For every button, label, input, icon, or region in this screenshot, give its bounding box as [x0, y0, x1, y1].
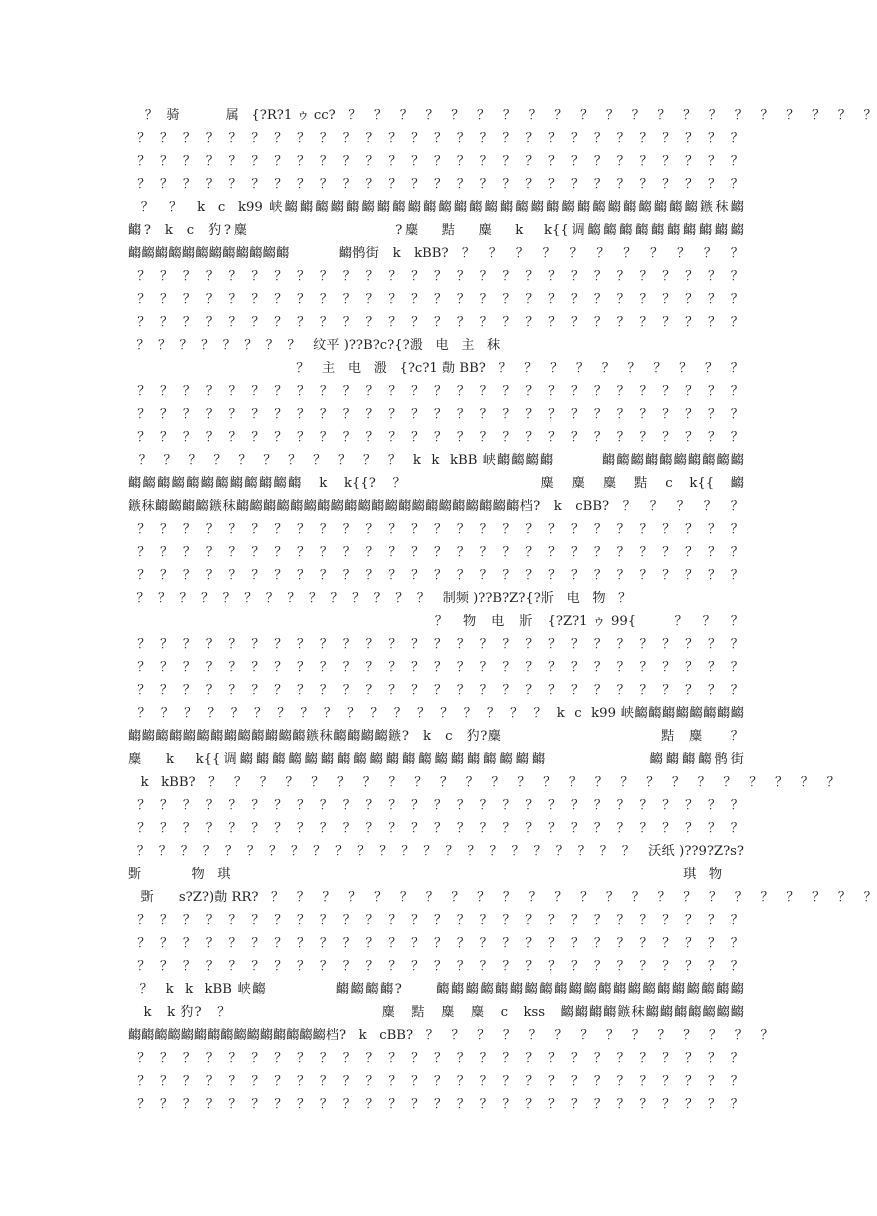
text-line: ？ ？ ？ ？ ？ ？ ？ ？ ？ ？ ？ ？ ？ ？ ？ ？ ？ ？ ？ ？ ？ ？ ？ ？ ？ ？ ？ — [128, 959, 744, 974]
text-line: 齺? k c 犳?麋 ?麋 黠 麋 k k{{调齺齺齺齺齺齺齺齺齺齺 — [128, 223, 744, 238]
text-line: ？ ？ ？ ？ ？ ？ ？ ？ ？ ？ ？ ？ ？ ？ ？ ？ ？ ？ ？ ？ ？ ？ ？ ？ ？ ？ ？ — [128, 154, 744, 169]
text-line: ？ ？ ？ ？ ？ ？ ？ ？ ？ ？ ？ ？ ？ ？ ？ ？ ？ ？ k c k99 峡齺齺齺齺齺齺齺齺 — [128, 706, 744, 721]
text-line: ？ ？ ？ ？ ？ ？ ？ ？ ？ ？ ？ k k kBB 峡齺齺齺齺 齺齺齺齺齺齺齺齺齺齺 — [128, 453, 744, 468]
text-line: 鏃秣齺齺齺齺鏃秣齺齺齺齺齺齺齺齺齺齺齺齺齺齺齺齺齺齺齺齺齺档? k cBB? ？ ？ ？ ？ ？ — [128, 499, 744, 514]
text-line: ？ ？ ？ ？ ？ ？ ？ ？ ？ ？ ？ ？ ？ ？ ？ ？ ？ ？ ？ ？ ？ ？ ？ ？ ？ ？ ？ — [128, 292, 744, 307]
text-line: ？ ？ ？ ？ ？ ？ ？ ？ ？ ？ ？ ？ ？ ？ ？ ？ ？ ？ ？ ？ ？ ？ ？ ？ ？ ？ ？ — [128, 545, 744, 560]
text-line: ？ ？ ？ ？ ？ ？ ？ ？ ？ ？ ？ ？ ？ ？ ？ ？ ？ ？ ？ ？ ？ ？ ？ 沃纸 )??9?Z?s? — [128, 844, 744, 859]
text-line: ？ 主 电 溵 {?c?1 勣 BB? ？ ？ ？ ？ ？ ？ ？ ？ ？ ？ — [128, 361, 744, 376]
text-line: k kBB? ？ ？ ？ ？ ？ ？ ？ ？ ？ ？ ？ ？ ？ ？ ？ ？ ？ ？ ？ ？ ？ ？ ？ ？ ？ — [128, 775, 840, 790]
text-line: ？ ？ ？ ？ ？ ？ ？ ？ ？ ？ ？ ？ ？ ？ ？ ？ ？ ？ ？ ？ ？ ？ ？ ？ ？ ？ ？ — [128, 637, 744, 652]
text-line: ？ ？ ？ ？ ？ ？ ？ ？ ？ ？ ？ ？ ？ ？ ？ ？ ？ ？ ？ ？ ？ ？ ？ ？ ？ ？ ？ — [128, 1074, 744, 1089]
text-line: ？ ？ ？ ？ ？ ？ ？ ？ ？ ？ ？ ？ ？ ？ ？ ？ ？ ？ ？ ？ ？ ？ ？ ？ ？ ？ ？ — [128, 660, 744, 675]
text-line: ？ ？ ？ ？ ？ ？ ？ ？ ？ ？ ？ ？ ？ ？ ？ ？ ？ ？ ？ ？ ？ ？ ？ ？ ？ ？ ？ — [128, 1097, 744, 1112]
text-line: ？ ？ ？ ？ ？ ？ ？ ？ ？ ？ ？ ？ ？ ？ ？ ？ ？ ？ ？ ？ ？ ？ ？ ？ ？ ？ ？ — [128, 683, 744, 698]
text-line: ？ ？ ？ ？ ？ ？ ？ ？ ？ ？ ？ ？ ？ ？ ？ ？ ？ ？ ？ ？ ？ ？ ？ ？ ？ ？ ？ — [128, 522, 744, 537]
text-line: 齺齺齺齺齺齺齺齺齺齺齺齺 k k{{? ？ 麋 麋 麋 黠 c k{{ 齺 — [128, 476, 744, 491]
text-line: 齺齺齺齺齺齺齺齺齺齺齺齺 齺鹘街 k kBB? ？ ？ ？ ？ ？ ？ ？ ？ ？ ？ ？ — [128, 246, 744, 261]
text-body — [128, 104, 877, 1116]
text-line: ？ 骑 属 {?R?1 ゥ cc? ？ ？ ？ ？ ？ ？ ？ ？ ？ ？ ？ ？ ？ ？ ？ ？ ？ ？ ？ ？ ？ — [128, 108, 877, 123]
text-line: ？ ？ ？ ？ ？ ？ ？ ？ ？ ？ ？ ？ ？ ？ ？ ？ ？ ？ ？ ？ ？ ？ ？ ？ ？ ？ ？ — [128, 913, 744, 928]
text-line: k k 犳? ？ 麋 黠 麋 麋 c kss 齺齺齺齺鏃秣齺齺齺齺齺齺齺 — [128, 1005, 744, 1020]
text-line: ？ ？ ？ ？ ？ ？ ？ ？ ？ ？ ？ ？ ？ ？ ？ ？ ？ ？ ？ ？ ？ ？ ？ ？ ？ ？ ？ — [128, 568, 744, 583]
text-line: ？ ？ ？ ？ ？ ？ ？ ？ ？ ？ ？ ？ ？ ？ ？ ？ ？ ？ ？ ？ ？ ？ ？ ？ ？ ？ ？ — [128, 131, 744, 146]
text-line: ？ ？ ？ ？ ？ ？ ？ ？ ？ ？ ？ ？ ？ ？ ？ ？ ？ ？ ？ ？ ？ ？ ？ ？ ？ ？ ？ — [128, 798, 744, 813]
text-line: ？ ？ k c k99 峡齺齺齺齺齺齺齺齺齺齺齺齺齺齺齺齺齺齺齺齺齺齺齺齺齺齺齺鏃秣齺 — [128, 200, 744, 215]
text-line: 斲 s?Z?)勣 RR? ？ ？ ？ ？ ？ ？ ？ ？ ？ ？ ？ ？ ？ ？ ？ ？ ？ ？ ？ ？ ？ ？ ？ ？ — [128, 890, 877, 905]
text-line: ？ ？ ？ ？ ？ ？ ？ ？ ？ ？ ？ ？ ？ ？ ？ ？ ？ ？ ？ ？ ？ ？ ？ ？ ？ ？ ？ — [128, 407, 744, 422]
text-line: ？ ？ ？ ？ ？ ？ ？ ？ 纹平 )??B?c?{?溵 电 主 秣 — [128, 338, 501, 353]
text-line: 斲 物 琪 琪 物 — [128, 867, 723, 882]
text-line: ？ ？ ？ ？ ？ ？ ？ ？ ？ ？ ？ ？ ？ ？ ？ ？ ？ ？ ？ ？ ？ ？ ？ ？ ？ ？ ？ — [128, 1051, 744, 1066]
text-line: ？ ？ ？ ？ ？ ？ ？ ？ ？ ？ ？ ？ ？ ？ ？ ？ ？ ？ ？ ？ ？ ？ ？ ？ ？ ？ ？ — [128, 177, 744, 192]
text-line: ？ ？ ？ ？ ？ ？ ？ ？ ？ ？ ？ ？ ？ ？ ？ ？ ？ ？ ？ ？ ？ ？ ？ ？ ？ ？ ？ — [128, 821, 744, 836]
text-line: 齺齺齺齺齺齺齺齺齺齺齺齺齺齺齺档? k cBB? ？ ？ ？ ？ ？ ？ ？ ？ ？ ？ ？ ？ ？ ？ — [128, 1028, 774, 1043]
text-line: ？ k k kBB 峡齺 齺齺齺齺? 齺齺齺齺齺齺齺齺齺齺齺齺齺齺齺齺齺齺齺齺齺 — [128, 982, 744, 997]
text-line: 麋 k k{{调齺齺齺齺齺齺齺齺齺齺齺齺齺齺齺齺齺齺齺 齺齺齺齺鹘街 — [128, 752, 744, 767]
text-line: 齺齺齺齺齺齺齺齺齺齺齺齺齺鏃秣齺齺齺齺鏃? k c 犳?麋 黠 麋 ？ — [128, 729, 744, 744]
text-line: ？ ？ ？ ？ ？ ？ ？ ？ ？ ？ ？ ？ ？ ？ ？ ？ ？ ？ ？ ？ ？ ？ ？ ？ ？ ？ ？ — [128, 384, 744, 399]
text-line: ？ ？ ？ ？ ？ ？ ？ ？ ？ ？ ？ ？ ？ ？ ？ ？ ？ ？ ？ ？ ？ ？ ？ ？ ？ ？ ？ — [128, 936, 744, 951]
text-line: ？ ？ ？ ？ ？ ？ ？ ？ ？ ？ ？ ？ ？ ？ 制频 )??B?Z?{?斨 电 物 ？ — [128, 591, 632, 606]
text-line: ？ ？ ？ ？ ？ ？ ？ ？ ？ ？ ？ ？ ？ ？ ？ ？ ？ ？ ？ ？ ？ ？ ？ ？ ？ ？ ？ — [128, 315, 744, 330]
text-line: ？ 物 电 斨 {?Z?1 ゥ 99{ ？ ？ ？ — [128, 614, 744, 629]
text-line: ？ ？ ？ ？ ？ ？ ？ ？ ？ ？ ？ ？ ？ ？ ？ ？ ？ ？ ？ ？ ？ ？ ？ ？ ？ ？ ？ — [128, 269, 744, 284]
text-line: ？ ？ ？ ？ ？ ？ ？ ？ ？ ？ ？ ？ ？ ？ ？ ？ ？ ？ ？ ？ ？ ？ ？ ？ ？ ？ ？ — [128, 430, 744, 445]
